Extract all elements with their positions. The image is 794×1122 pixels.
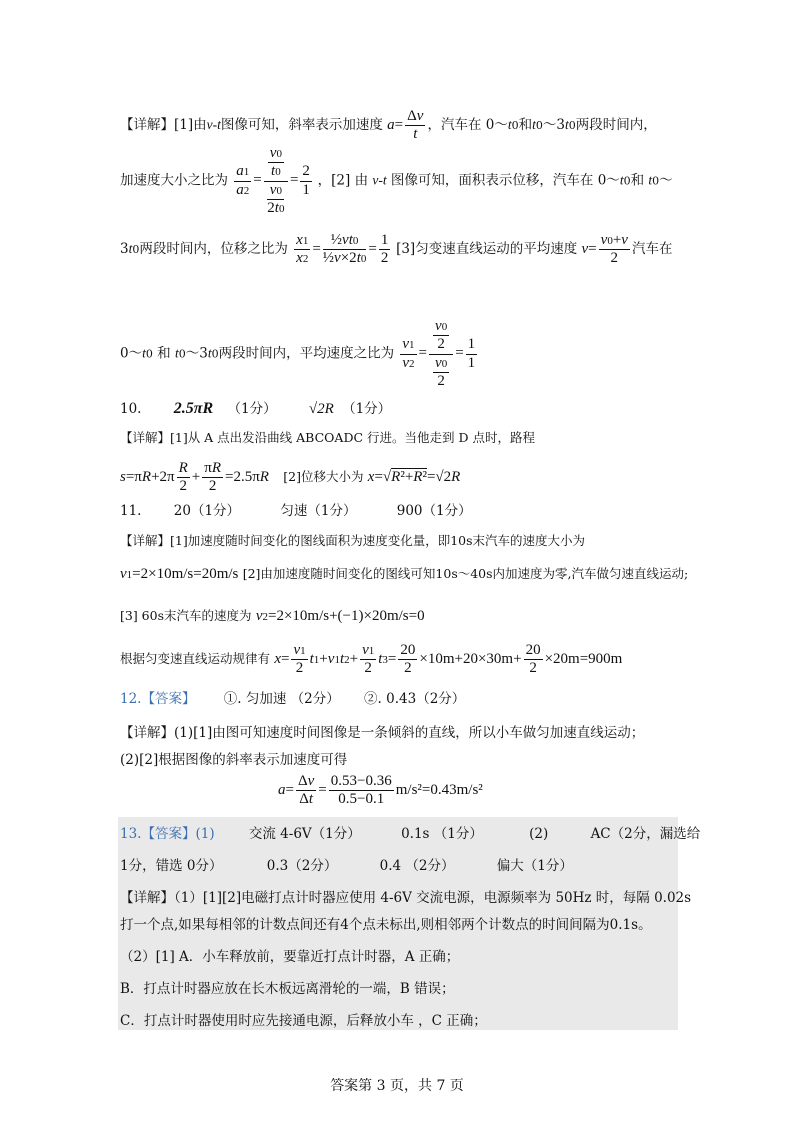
q10-detail: 【详解】[1]从 A 点出发沿曲线 ABCOADC 行进。当他走到 D 点时，路程 [120,430,535,445]
text: 和 [157,345,171,362]
text: ～3 [542,117,565,134]
q11-detail-2: v1=2×10m/s=20m/s [2]由加速度随时间变化的图线可知10s～40s内加速度为零,汽车做匀速直线运动; [120,566,689,582]
q11-detail-3: [3] 60s末汽车的速度为 v2=2×10m/s+(−1)×20m/s=0 [120,608,425,624]
q13-answer-2 [120,854,573,874]
text: 1分，错选 0分） [120,858,223,874]
formula-vel-ratio: $\frac{v1}{v2}$ = $\frac{\frac{v0}{2}}{\frac{v0}{2}}$ = $\frac{1}{1}$ [402,318,476,389]
formula-accel: a= $\frac{\Delta v}{t}$ [387,108,424,143]
text: 【详解】[1]由 [120,117,207,134]
q12-detail-2: (2)[2]根据图像的斜率表示加速度可得 [120,752,348,768]
text: 和 [518,117,533,134]
text: 图像可知，面积表示位移，汽车在 0～ [390,172,620,189]
question-number: 11. [120,503,142,519]
q13-detail-4: B．打点计时器应放在长木板远离滑轮的一端，B 错误； [120,981,455,997]
q11-answer [120,499,472,519]
formula-disp-ratio: $\frac{x1}{x2}$ = $\frac{\text{½vt0}}{\text{½v×2t0}}$ = $\frac{1}{2}$ [296,232,389,267]
text: ，汽车在 0～ [427,117,508,134]
text: 两段时间内，平均速度之比为 [218,345,395,362]
text: 汽车在 [631,241,673,258]
q13-detail-1: 【详解】（1）[1][2]电磁打点计时器应使用 4-6V 交流电源，电源频率为 50Hz 时，每隔 0.02s [120,890,692,906]
question-number: 12.【答案】 [120,691,196,707]
formula-avg-velocity: v= $\frac{v0+v}{2}$ [581,232,628,267]
q9-detail-line4: 0～t0 和 t0～3t0两段时间内，平均速度之比为 $\frac{v1}{v2}$ = $\frac{\frac{v0}{2}}{\frac{v0}{2}}$ = $\frac{1}{1}$ [120,318,479,390]
answer-3: AC（2分，漏选给 [590,826,701,842]
answer-1: 2.5πR [173,400,214,417]
q10-equation: s=πR+2π $\frac{R}{2}$ + $\frac{\pi R}{2}$ =2.5πR [2]位移大小为 x=√R²+R²=√2R [120,460,461,495]
score: （1分） [342,401,392,417]
answer-1: 交流 4-6V（1分） [248,826,361,842]
q10-answer [120,397,391,418]
text: 和 [630,172,645,189]
answer-2: 匀速（1分） [280,503,357,519]
q12-answer [120,687,465,707]
q13-detail-5: C．打点计时器使用时应先接通电源，后释放小车 ，C 正确； [120,1013,487,1029]
question-number: 10. [120,401,142,417]
text: 0～ [120,345,143,362]
text: [3] 60s末汽车的速度为 [120,608,252,623]
q12-detail-1: 【详解】(1)[1]由图可知速度时间图像是一条倾斜的直线，所以小车做匀加速直线运动； [120,725,645,741]
q13-detail-3: （2）[1] A．小车释放前，要靠近打点计时器，A 正确； [120,949,460,965]
text: [3]匀变速直线运动的平均速度 [396,241,578,258]
text: [2]位移大小为 [283,469,364,485]
answer-5: 0.4 （2分） [379,858,455,874]
text: (2) [529,826,549,842]
text: ～3 [185,345,208,362]
text: [2]由加速度随时间变化的图线可知10s～40s内加速度为零,汽车做匀速直线运动; [242,566,689,581]
q9-detail-line3: 3t0两段时间内，位移之比为 $\frac{x1}{x2}$ = $\frac{\text{½vt0}}{\text{½v×2t0}}$ = $\frac{1}{2}$ [3]匀变速直线运动的平均速度 v= $\frac{v0+v}{2}$ 汽车在 [120,232,673,267]
text: ～ [659,172,673,189]
answer-2: 0.1s （1分） [401,826,483,842]
text: v-t [206,117,221,133]
q9-detail-line2: 加速度大小之比为 $\frac{a1}{a2}$ = $\frac{\frac{v0}{t0}}{\frac{v0}{2t0}}$ = $\frac{2}{1}$ ，[2] 由 v-t 图像可知，面积表示位移，汽车在 0～t0和 t0～ [120,145,673,216]
answer-6: 偏大（1分） [496,858,573,874]
text: 根据匀变速直线运动规律有 [120,651,271,667]
q13-detail-2: 打一个点,如果每相邻的计数点间还有4个点未标出,则相邻两个计数点的时间间隔为0.1s。 [120,917,652,933]
q11-detail-1: 【详解】[1]加速度随时间变化的图线面积为速度变化量，即10s末汽车的速度大小为 [120,533,586,548]
answer-4: 0.3（2分） [266,858,338,874]
answer-1: 20（1分） [173,503,241,519]
page-footer: 答案第 3 页，共 7 页 [330,1078,464,1094]
q12-equation: a= $\frac{\Delta v}{\Delta t}$ = $\frac{0.53-0.36}{0.5-0.1}$ m/s²=0.43m/s² [278,773,483,808]
formula-accel-ratio: $\frac{a1}{a2}$ = $\frac{\frac{v0}{t0}}{\frac{v0}{2t0}}$ = $\frac{2}{1}$ [236,145,310,216]
question-number: 13.【答案】(1) [120,826,215,842]
answer-2: ②. 0.43（2分） [364,691,466,707]
answer-2: √2R [308,401,334,417]
answer-3: 900（1分） [396,503,472,519]
text: 两段时间内， [575,117,657,134]
text: 图像可知，斜率表示加速度 [220,117,383,134]
q13-answer-1 [120,822,700,842]
answer-1: ①. 匀加速 （2分） [223,691,340,707]
score: （1分） [227,401,277,417]
text: 两段时间内，位移之比为 [139,241,288,258]
text: 加速度大小之比为 [120,172,228,189]
text: ，[2] 由 [317,172,369,189]
q9-detail-line1: 【详解】[1]由v-t图像可知，斜率表示加速度 a= $\frac{\Delta v}{t}$ ，汽车在 0～t0和t0～3t0两段时间内， [120,108,657,143]
q11-detail-4: 根据匀变速直线运动规律有 x= $\frac{v1}{2}$ t1+v1t2+ $\frac{v1}{2}$ t3= $\frac{20}{2}$ ×10m+20×30m+ $\frac{20}{2}$ ×20m=900m [120,642,623,677]
